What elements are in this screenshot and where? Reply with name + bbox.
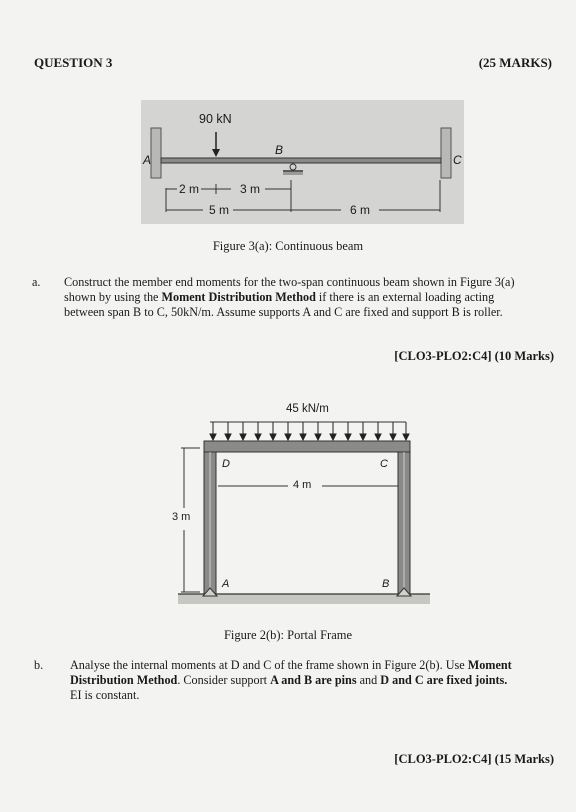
label-c: C [453, 153, 462, 167]
part-b-line-2: Distribution Method. Consider support A and B are pins and D and C are fixed joints. [70, 673, 508, 687]
dim-3m: 3 m [240, 182, 261, 196]
figure-3a-panel [141, 100, 464, 224]
roller-support-b [290, 164, 296, 170]
figure-2b-panel [170, 398, 440, 612]
beam [161, 158, 441, 163]
question-title: QUESTION 3 [34, 55, 113, 70]
part-a-letter: a. [32, 275, 41, 289]
part-a-line-3: between span B to C, 50kN/m. Assume supports A and C are fixed and support B is roller. [64, 305, 503, 319]
dim-5m: 5 m [209, 203, 230, 217]
distributed-load-arrows [210, 422, 409, 440]
part-b-line-3: EI is constant. [70, 688, 140, 702]
dim-6m: 6 m [350, 203, 371, 217]
figure-3a-caption: Figure 3(a): Continuous beam [212, 239, 364, 253]
part-a-line-2: shown by using the Moment Distribution Method if there is an external loading acting [64, 290, 495, 304]
label-b: B [275, 143, 284, 157]
total-marks: (25 MARKS) [478, 55, 552, 70]
part-b-marks: [CLO3-PLO2:C4] (15 Marks) [394, 752, 554, 766]
support-a-label: A [222, 578, 230, 590]
dim-3m-height: 3 m [172, 511, 191, 523]
point-load-label: 90 kN [199, 112, 232, 126]
udl-label: 45 kN/m [286, 403, 329, 415]
figure-2b-caption: Figure 2(b): Portal Frame [223, 628, 353, 642]
part-a-line-1: Construct the member end moments for the two-span continuous beam shown in Figure 3(a) [64, 275, 515, 289]
part-b-letter: b. [34, 658, 44, 672]
joint-d-label: D [222, 458, 230, 470]
part-a-text [64, 275, 564, 320]
fixed-support-c [441, 128, 451, 178]
frame-beam [204, 441, 410, 452]
dim-4m: 4 m [293, 479, 312, 491]
part-b-text [70, 658, 566, 703]
dim-2m: 2 m [179, 182, 200, 196]
method-name: Moment Distribution Method [161, 290, 316, 304]
part-a-marks: [CLO3-PLO2:C4] (10 Marks) [394, 349, 554, 363]
label-a: A [143, 153, 152, 167]
support-b-label: B [382, 578, 390, 590]
continuous-beam-diagram [141, 100, 464, 224]
portal-frame-diagram [170, 398, 440, 612]
part-b-line-1: Analyse the internal moments at D and C of the frame shown in Figure 2(b). Use Moment [70, 658, 512, 672]
joint-c-label: C [380, 458, 388, 470]
fixed-support-a [151, 128, 161, 178]
